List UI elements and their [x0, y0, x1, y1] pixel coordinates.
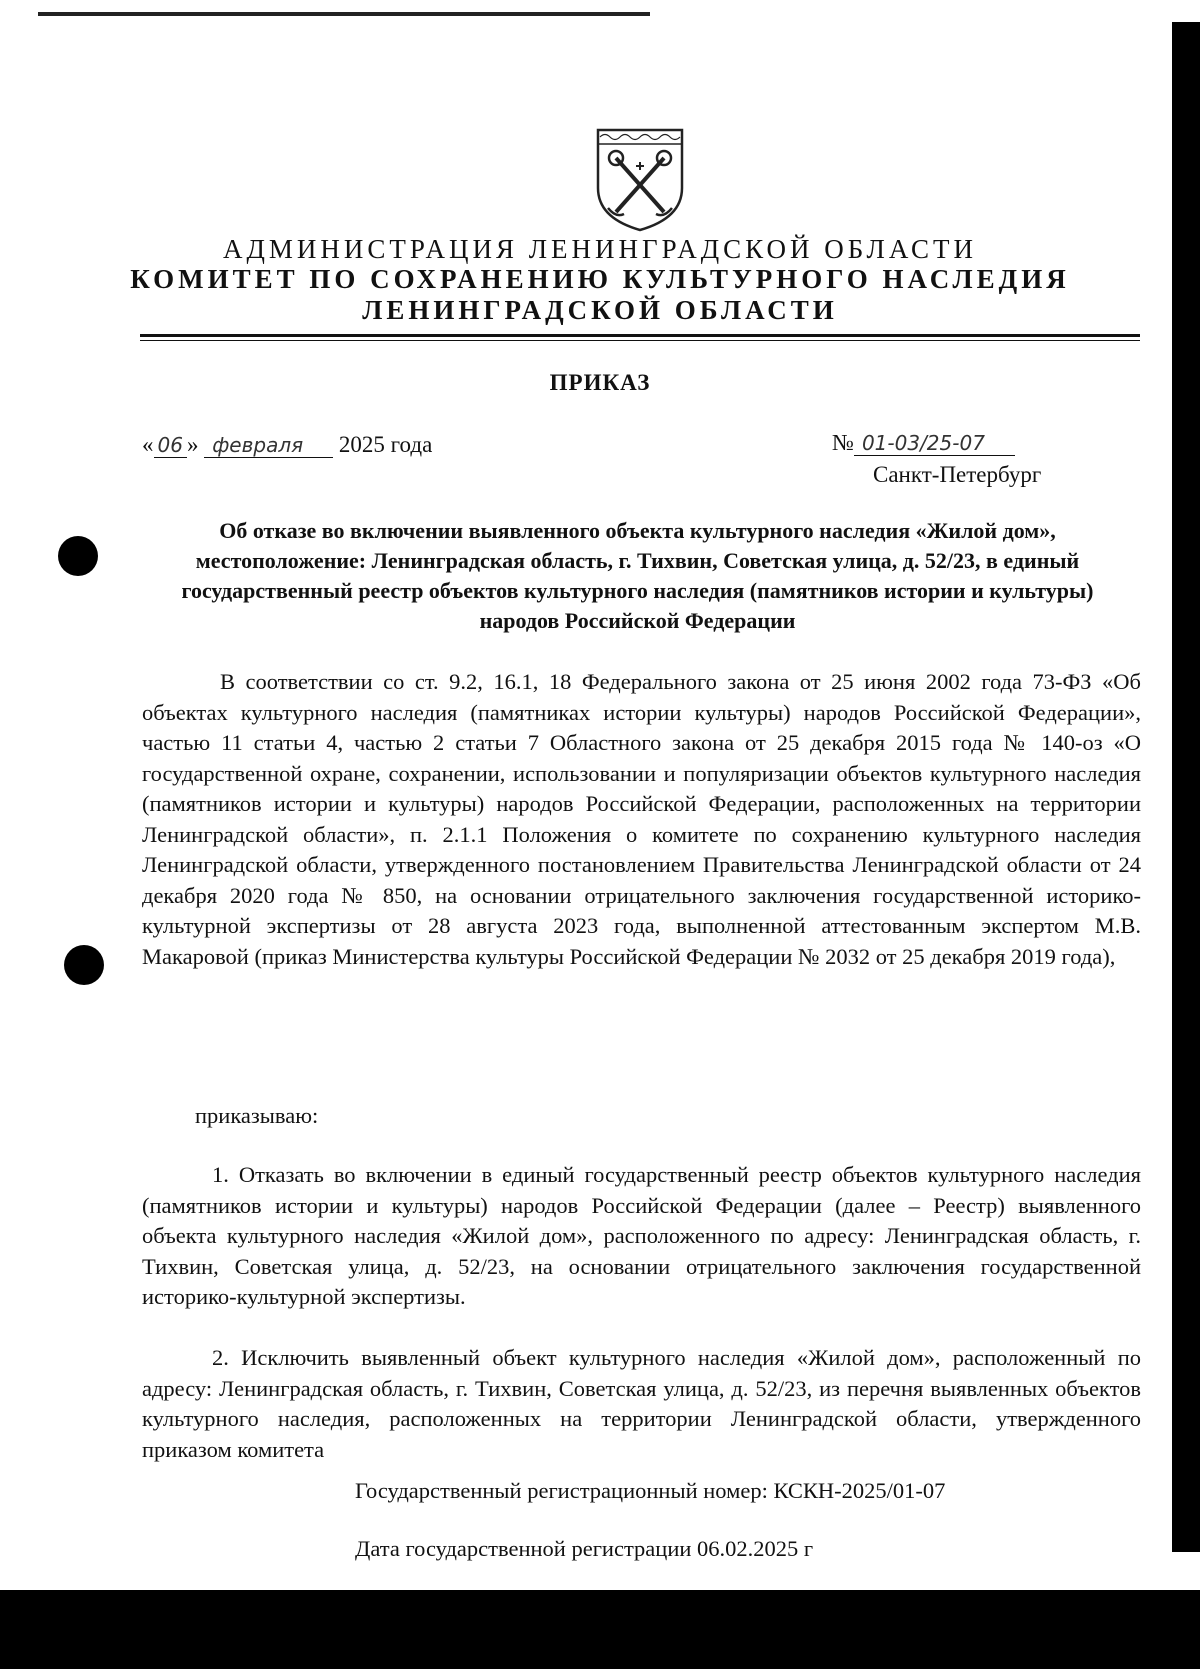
date-open-quote: « [142, 432, 154, 457]
document-title: Об отказе во включении выявленного объекта культурного наследия «Жилой дом», местоположение: Ленинградская область, г. Тихвин, Советская улица, д. 52/23, в единый государственный реестр объектов культурного наследия (памятников истории и культуры) народов Российской Федерации [181, 518, 1094, 633]
scan-top-edge [38, 12, 650, 16]
date-close-quote: » [186, 432, 199, 457]
committee-title-region: ЛЕНИНГРАДСКОЙ ОБЛАСТИ [362, 295, 838, 325]
committee-title: КОМИТЕТ ПО СОХРАНЕНИЮ КУЛЬТУРНОГО НАСЛЕДИЯ [130, 264, 1070, 294]
admin-title: АДМИНИСТРАЦИЯ ЛЕНИНГРАДСКОЙ ОБЛАСТИ [222, 234, 977, 264]
date-month-handwritten: февраля [204, 433, 333, 458]
coat-of-arms-icon [594, 126, 686, 234]
number-prefix: № [832, 430, 854, 455]
document-number [832, 430, 1015, 456]
date-year: 2025 года [338, 432, 433, 457]
document-city: Санкт-Петербург [873, 462, 1042, 487]
header-rule-thin [140, 340, 1140, 341]
order-item-2: 2. Исключить выявленный объект культурного наследия «Жилой дом», расположенный по адресу: Ленинградская область, г. Тихвин, Советская улица, д. 52/23, из перечня выявленных объектов культурного наследия, расположенных на территории Ленинградской области, утвержденного приказом комитета [142, 1345, 1141, 1462]
date-day-handwritten: 06 [154, 433, 187, 458]
document-date [142, 432, 432, 458]
header-rule [140, 334, 1140, 337]
registration-date: Дата государственной регистрации 06.02.2025 г [355, 1536, 814, 1561]
punch-hole [64, 945, 104, 985]
punch-hole [58, 536, 98, 576]
number-handwritten: 01-03/25-07 [854, 431, 1015, 456]
document-type: ПРИКАЗ [549, 370, 651, 395]
preamble-paragraph: В соответствии со ст. 9.2, 16.1, 18 Федерального закона от 25 июня 2002 года 73-ФЗ «Об объектах культурного наследия (памятниках истории культуры) народов Российской Федерации», частью 11 статьи 4, частью 2 статьи 7 Областного закона от 25 декабря 2015 года № 140-оз «О государственной охране, сохранении, использовании и популяризации объектов культурного наследия (памятников истории и культуры) народов Российской Федерации, расположенных на территории Ленинградской области», п. 2.1.1 Положения о комитете по сохранению культурного наследия Ленинградской области, утвержденного постановлением Правительства Ленинградской области от 24 декабря 2020 года № 850, на основании отрицательного заключения государственной историко-культурной экспертизы от 28 августа 2023 года, выполненной аттестованным экспертом М.В. Макаровой (приказ Министерства культуры Российской Федерации № 2032 от 25 декабря 2019 года), [142, 669, 1141, 969]
order-word: приказываю: [195, 1103, 319, 1128]
scan-bottom-edge [0, 1590, 1200, 1669]
registration-number: Государственный регистрационный номер: КСКН-2025/01-07 [355, 1478, 946, 1503]
order-item-1: 1. Отказать во включении в единый государственный реестр объектов культурного наследия (памятников истории и культуры) народов Российской Федерации (далее – Реестр) выявленного объекта культурного наследия «Жилой дом», расположенного по адресу: Ленинградская область, г. Тихвин, Советская улица, д. 52/23, на основании отрицательного заключения государственной историко-культурной экспертизы. [142, 1162, 1141, 1309]
